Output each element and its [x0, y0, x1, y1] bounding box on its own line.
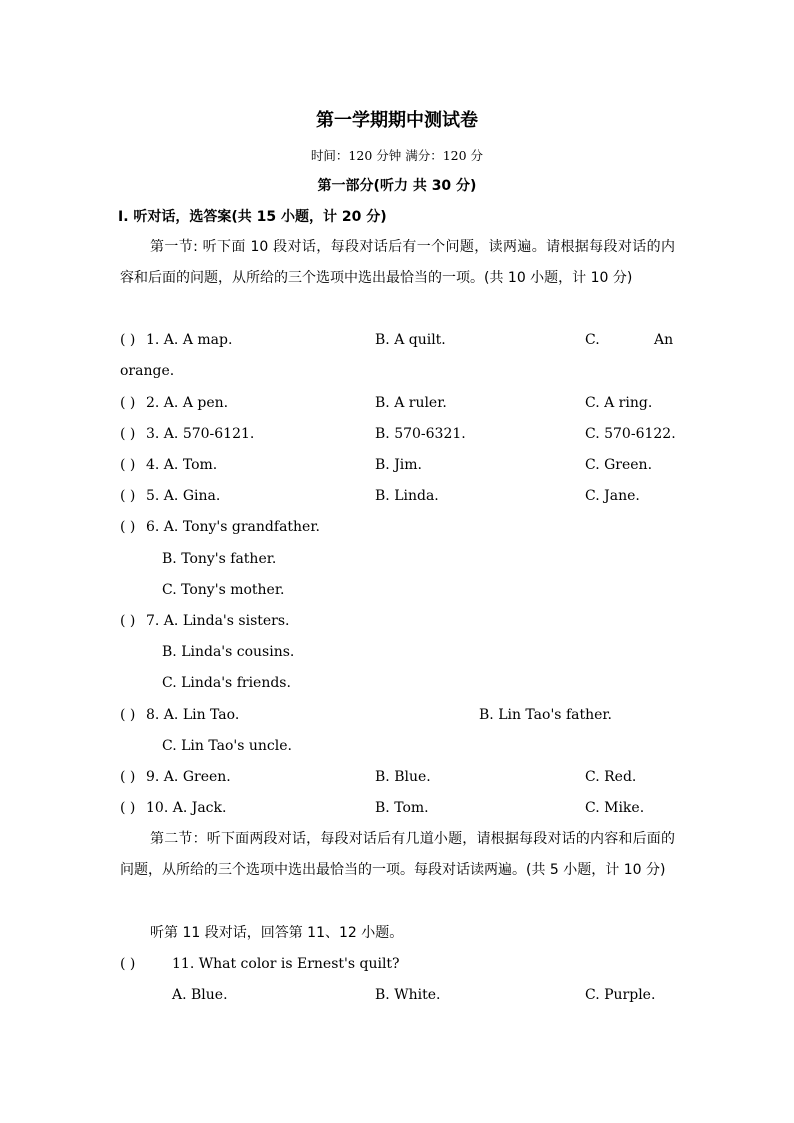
answer-blank[interactable]: ( ) [120, 707, 136, 723]
exam-time-score: 时间：120 分钟 满分：120 分 [310, 148, 484, 163]
option-c: C. Lin Tao's uncle. [162, 738, 292, 754]
option-a: 10. A. Jack. [146, 800, 227, 816]
dialogue-note [120, 918, 675, 949]
option-a: 9. A. Green. [146, 769, 231, 785]
option-b: B. Linda. [375, 488, 439, 504]
option-c: C. Jane. [585, 488, 640, 504]
answer-blank[interactable]: ( ) [120, 488, 136, 504]
option-c: C. Green. [585, 457, 653, 473]
answer-blank[interactable]: ( ) [120, 332, 136, 348]
option-b: B. A ruler. [375, 395, 447, 411]
option-a: A. Blue. [172, 987, 228, 1003]
option-b: B. Linda's cousins. [162, 644, 295, 660]
option-a: 7. A. Linda's sisters. [146, 613, 290, 629]
dialogue-note-text: 听第 11 段对话，回答第 11、12 小题。 [150, 925, 404, 941]
exam-title: 第一学期期中测试卷 [316, 110, 478, 131]
question-8 [120, 707, 680, 729]
option-c: C. 570-6122. [585, 426, 676, 442]
question-stem: 11. What color is Ernest's quilt? [172, 956, 400, 972]
section-heading: Ⅰ. 听对话，选答案(共 15 小题，计 20 分) [118, 209, 387, 225]
option-a: 4. A. Tom. [146, 457, 218, 473]
option-c: C. Mike. [585, 800, 645, 816]
question-7 [120, 613, 680, 635]
question-3 [120, 426, 680, 448]
answer-blank[interactable]: ( ) [120, 395, 136, 411]
question-11 [120, 956, 680, 978]
option-c: C. Red. [585, 769, 637, 785]
option-b: B. Lin Tao's father. [479, 707, 612, 723]
section2-instruction [120, 824, 675, 886]
answer-blank[interactable]: ( ) [120, 800, 136, 816]
section2-instruction-text: 第二节：听下面两段对话，每段对话后有几道小题，请根据每段对话的内容和后面的问题，从所给的三个选项中选出最恰当的一项。每段对话读两遍。(共 5 小题，计 10 分) [120, 831, 675, 878]
option-c-text: An [654, 332, 674, 348]
option-c: C. A ring. [585, 395, 653, 411]
answer-blank[interactable]: ( ) [120, 769, 136, 785]
option-b: B. Tom. [375, 800, 429, 816]
section1-instruction-text: 第一节: 听下面 10 段对话，每段对话后有一个问题，读两遍。请根据每段对话的内容和后面的问题，从所给的三个选项中选出最恰当的一项。(共 10 小题，计 10 分) [120, 239, 675, 286]
question-11-options [120, 987, 680, 1009]
answer-blank[interactable]: ( ) [120, 613, 136, 629]
answer-blank[interactable]: ( ) [120, 457, 136, 473]
option-c-continued: orange. [120, 363, 175, 379]
answer-blank[interactable]: ( ) [120, 519, 136, 535]
question-5 [120, 488, 680, 510]
option-a: 6. A. Tony's grandfather. [146, 519, 320, 535]
section1-instruction [120, 232, 675, 294]
option-c: C. Tony's mother. [162, 582, 285, 598]
option-a: 1. A. A map. [146, 332, 233, 348]
option-b: B. Jim. [375, 457, 423, 473]
option-c: C. Purple. [585, 987, 656, 1003]
question-10 [120, 800, 680, 822]
option-b: B. A quilt. [375, 332, 446, 348]
option-a: 5. A. Gina. [146, 488, 221, 504]
option-a: 8. A. Lin Tao. [146, 707, 240, 723]
option-a: 3. A. 570-6121. [146, 426, 255, 442]
option-b: B. White. [375, 987, 441, 1003]
option-b: B. 570-6321. [375, 426, 466, 442]
question-1 [120, 332, 680, 354]
question-6 [120, 519, 680, 541]
part-heading: 第一部分(听力 共 30 分) [317, 178, 477, 194]
question-9 [120, 769, 680, 791]
option-b: B. Blue. [375, 769, 431, 785]
question-2 [120, 395, 680, 417]
option-a: 2. A. A pen. [146, 395, 229, 411]
option-c: C. Linda's friends. [162, 675, 291, 691]
option-b: B. Tony's father. [162, 551, 277, 567]
option-c: C. [585, 332, 600, 348]
answer-blank[interactable]: ( ) [120, 956, 136, 972]
question-4 [120, 457, 680, 479]
answer-blank[interactable]: ( ) [120, 426, 136, 442]
